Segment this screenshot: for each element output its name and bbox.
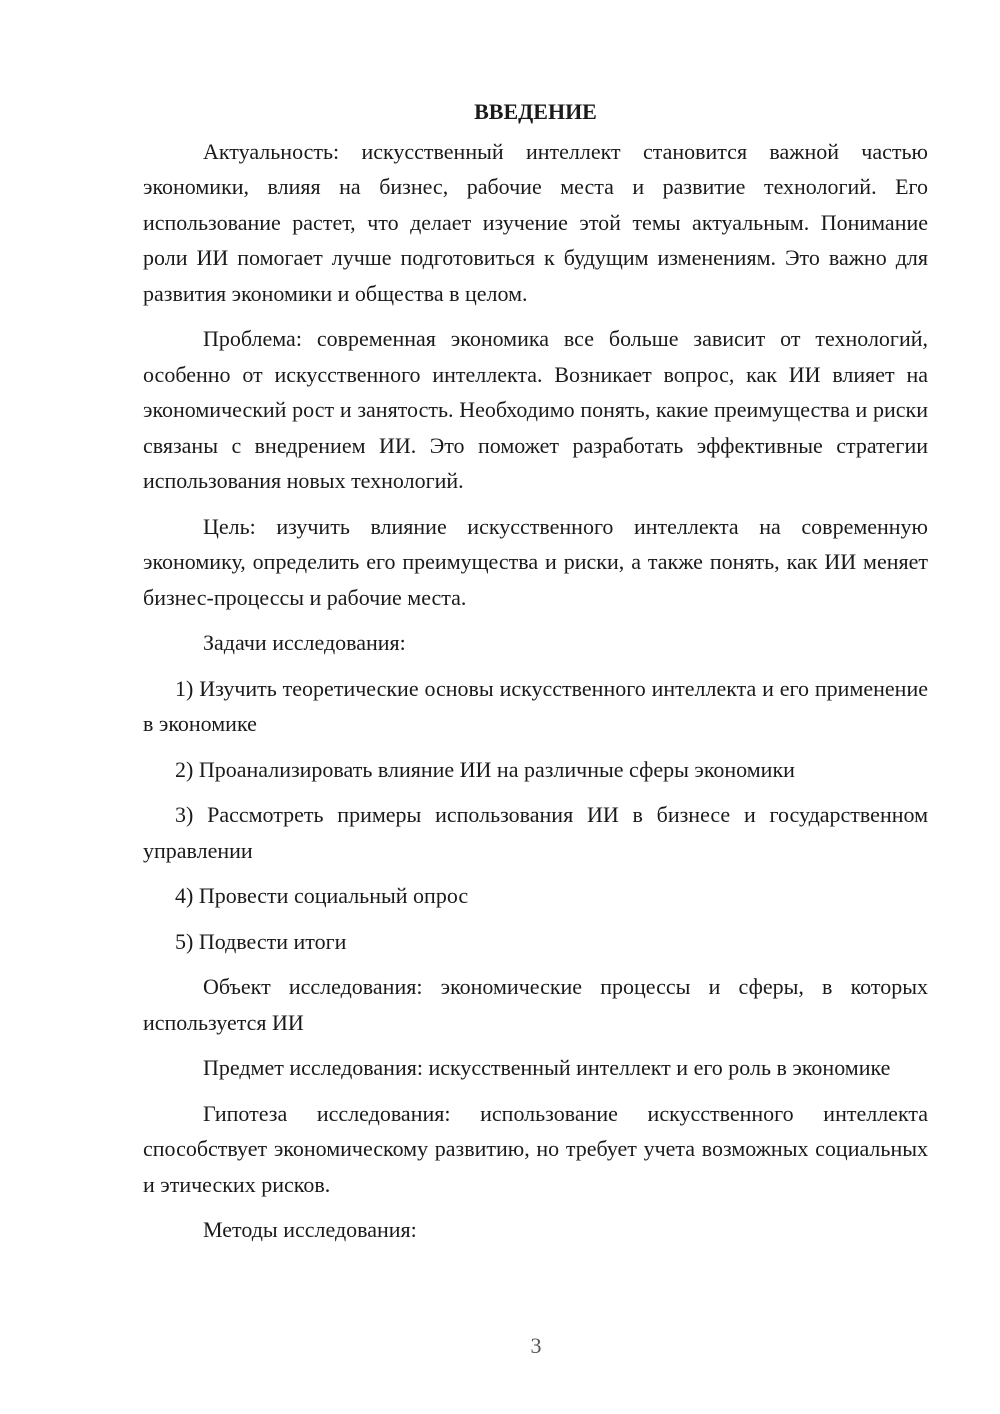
methods-heading: Методы исследования: <box>203 1217 417 1242</box>
task-item-3: 3) Рассмотреть примеры использования ИИ в бизнесе и государственном управлении <box>143 802 928 863</box>
task-item-2: 2) Проанализировать влияние ИИ на различные сферы экономики <box>175 756 795 782</box>
page-title: ВВЕДЕНИЕ <box>474 99 597 124</box>
task-item-4: 4) Провести социальный опрос <box>175 883 469 908</box>
task-item-1: 1) Изучить теоретические основы искусственного интеллекта и его применение в экономике <box>143 675 928 736</box>
tasks-heading: Задачи исследования: <box>203 630 406 655</box>
task-item-5: 5) Подвести итоги <box>175 928 347 954</box>
relevance-paragraph: Актуальность: искусственный интеллект становится важной частью экономики, влияя на бизнес, рабочие места и развитие технологий. Его использование растет, что делает изучение этой темы актуальным. Понимание роли ИИ помогает лучше подготовиться к будущим изменениям. Это важно для развития экономики и общества в целом. <box>143 138 928 306</box>
hypothesis-paragraph: Гипотеза исследования: использование искусственного интеллекта способствует экономическому развитию, но требует учета возможных социальных и этических рисков. <box>143 1100 928 1197</box>
page-number: 3 <box>530 1333 542 1358</box>
page-content <box>143 94 928 1248</box>
subject-paragraph: Предмет исследования: искусственный интеллект и его роль в экономике <box>203 1055 891 1080</box>
goal-paragraph: Цель: изучить влияние искусственного интеллекта на современную экономику, определить его преимущества и риски, а также понять, как ИИ меняет бизнес-процессы и рабочие места. <box>143 513 928 610</box>
object-paragraph: Объект исследования: экономические процессы и сферы, в которых используется ИИ <box>143 974 928 1035</box>
problem-paragraph: Проблема: современная экономика все больше зависит от технологий, особенно от искусственного интеллекта. Возникает вопрос, как ИИ влияет на экономический рост и занятость. Необходимо понять, какие преимущества и риски связаны с внедрением ИИ. Это поможет разработать эффективные стратегии использования новых технологий. <box>143 326 928 493</box>
